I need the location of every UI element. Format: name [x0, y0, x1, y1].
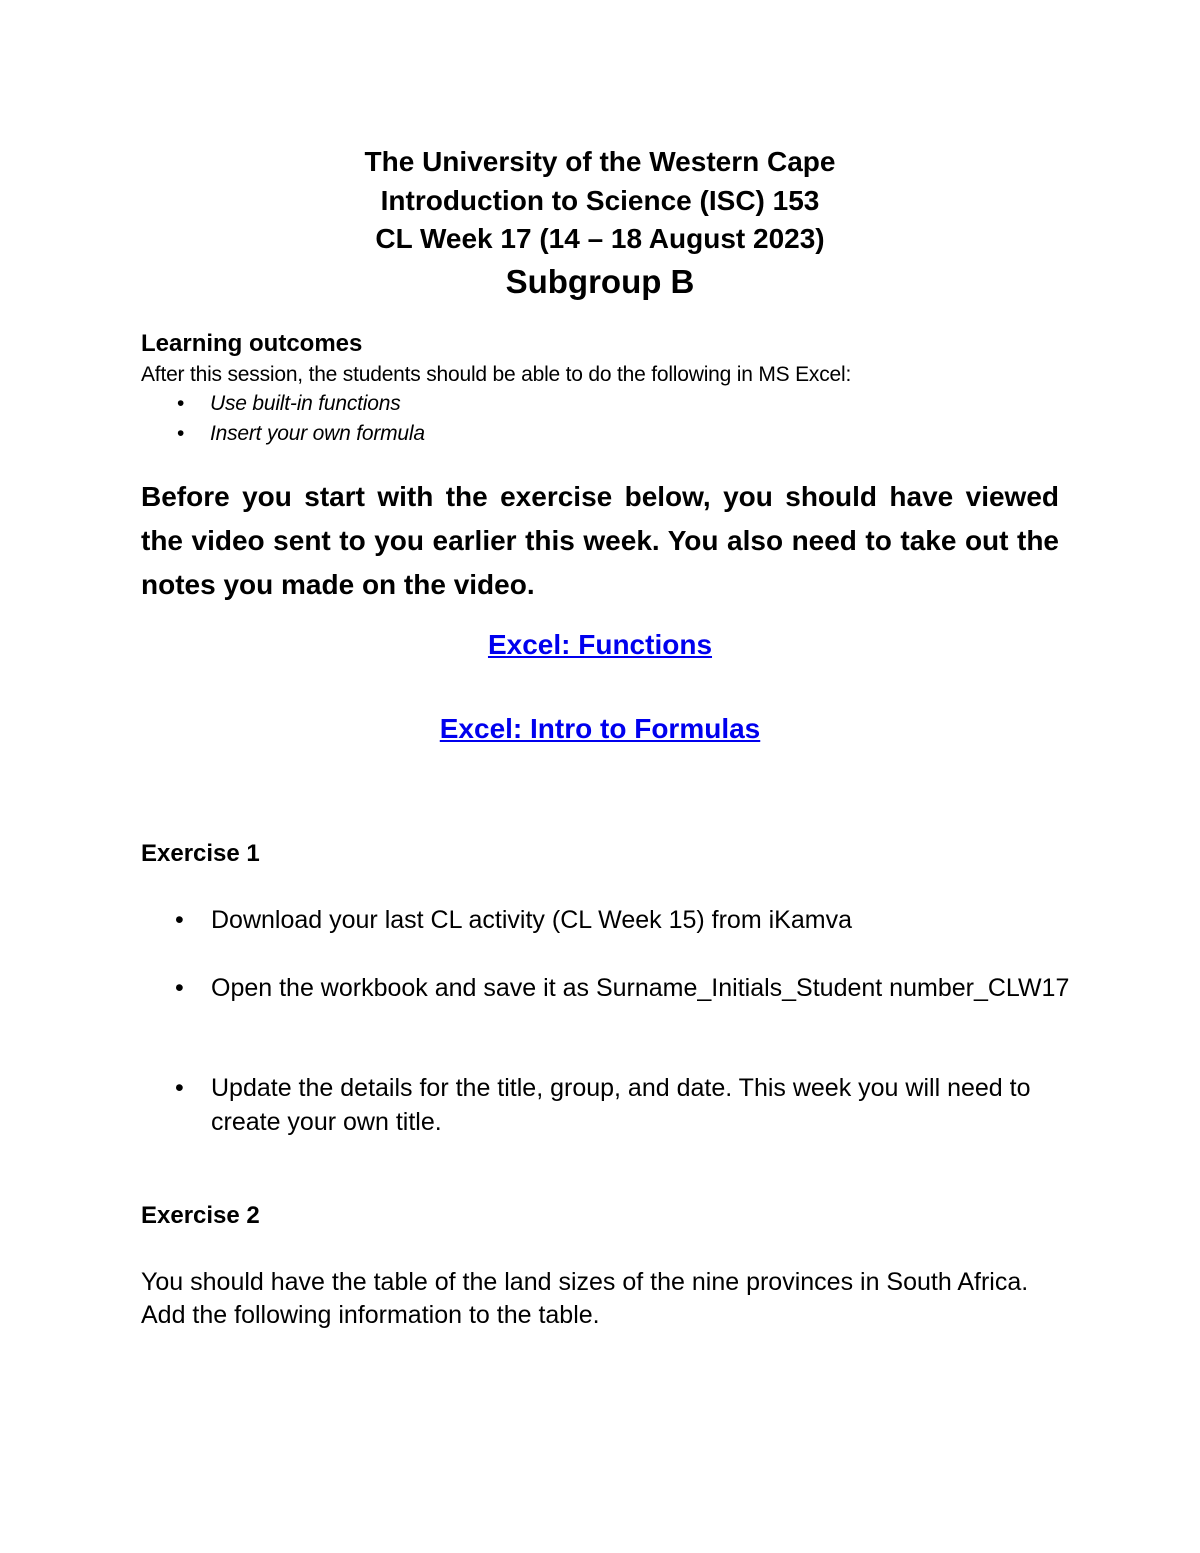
list-item — [141, 971, 1091, 1005]
bullet-icon: • — [175, 906, 184, 934]
exercise-step-text: Open the workbook and save it as Surname_Initials_Student number_CLW17 — [211, 974, 1070, 1002]
learning-outcomes-list — [141, 389, 1061, 449]
bullet-icon: • — [177, 392, 185, 415]
university-name: The University of the Western Cape — [364, 146, 836, 177]
exercise-1-heading: Exercise 1 — [141, 840, 260, 867]
bullet-icon: • — [177, 422, 185, 445]
learning-outcome-text: Insert your own formula — [210, 422, 425, 445]
exercise-step-text: Update the details for the title, group, and date. This week you will need to create your own title. — [211, 1074, 1031, 1136]
document-header — [0, 143, 1200, 305]
functions-link-line — [0, 627, 1200, 663]
course-title: Introduction to Science (ISC) 153 — [380, 184, 820, 216]
learning-outcomes-intro: After this session, the students should be able to do the following in MS Excel: — [141, 363, 852, 386]
week-dates: CL Week 17 (14 – 18 August 2023) — [375, 223, 825, 254]
list-item — [141, 389, 1061, 419]
formulas-link-line — [0, 711, 1200, 747]
excel-functions-link[interactable]: Excel: Functions — [487, 629, 713, 660]
exercise-2-heading: Exercise 2 — [141, 1202, 260, 1229]
learning-outcome-text: Use built-in functions — [210, 392, 401, 415]
excel-formulas-link[interactable]: Excel: Intro to Formulas — [439, 713, 761, 744]
exercise-2-text: You should have the table of the land sizes of the nine provinces in South Africa. Add the following information to the table. — [141, 1268, 1029, 1329]
list-item — [141, 419, 1061, 449]
bullet-icon: • — [175, 974, 184, 1002]
learning-outcomes-heading: Learning outcomes — [141, 330, 363, 357]
video-notice: Before you start with the exercise below, you should have viewed the video sent to you earlier this week. You also need to take out the notes you made on the video. — [141, 481, 1059, 600]
subgroup-title: Subgroup B — [505, 262, 695, 300]
list-item — [141, 1071, 1091, 1139]
bullet-icon: • — [175, 1074, 184, 1102]
list-item — [141, 903, 1091, 937]
exercise-step-text: Download your last CL activity (CL Week 15) from iKamva — [211, 906, 852, 934]
